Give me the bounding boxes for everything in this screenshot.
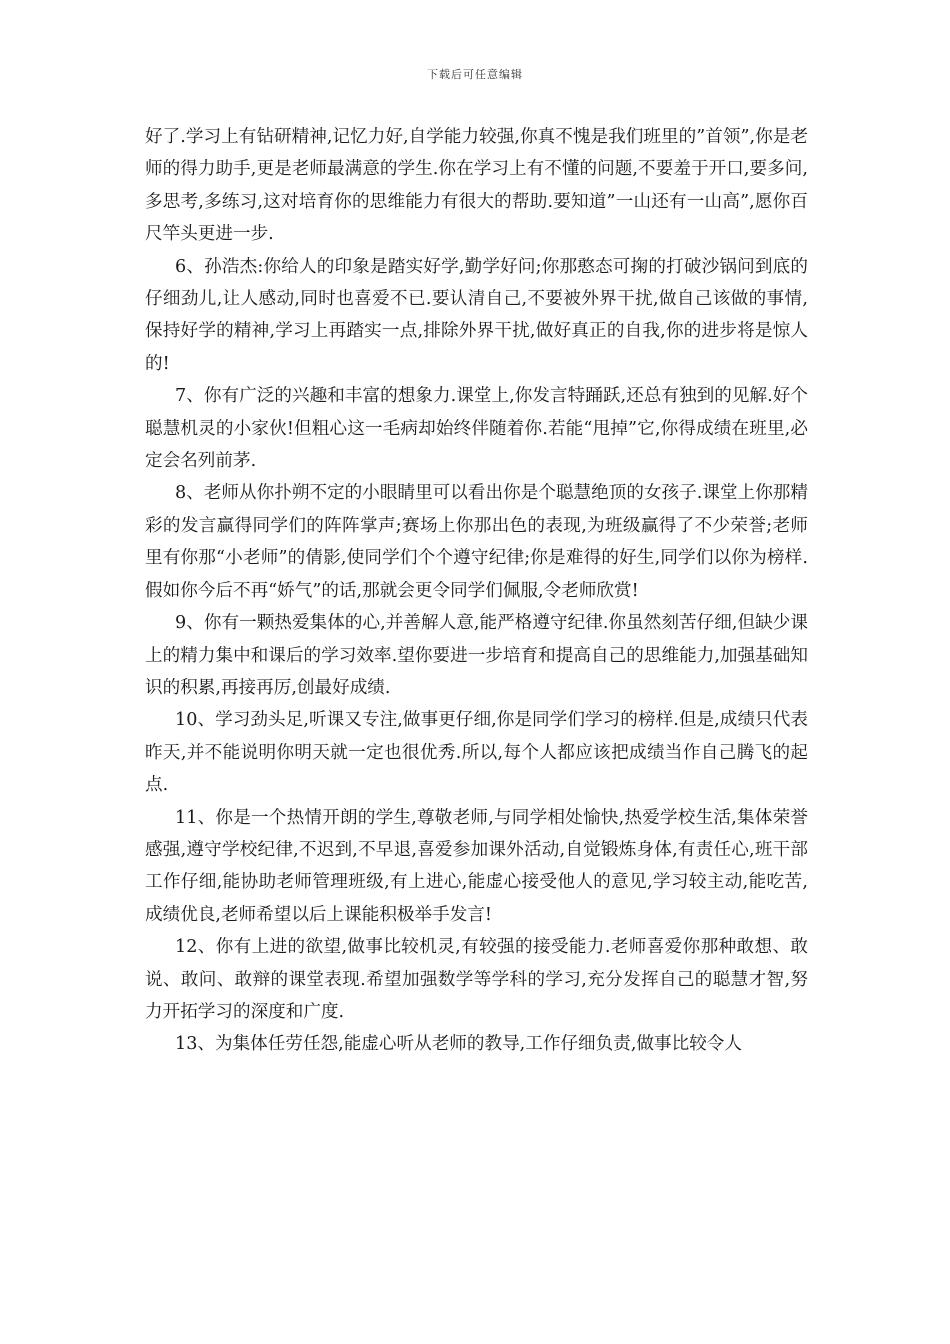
paragraph-continued: 好了.学习上有钻研精神,记忆力好,自学能力较强,你真不愧是我们班里的”首领”,你是老师的得力助手,更是老师最满意的学生.你在学习上有不懂的问题,不要羞于开口,要多问,多思考,多练习,这对培育你的思维能力有很大的帮助.要知道”一山还有一山高”,愿你百尺竿头更进一步.: [145, 127, 808, 245]
paragraph-comment-11: 11、你是一个热情开朗的学生,尊敬老师,与同学相处愉快,热爱学校生活,集体荣誉感强,遵守学校纪律,不迟到,不早退,喜爱参加课外活动,自觉锻炼身体,有责任心,班干部工作仔细,能协助老师管理班级,有上进心,能虚心接受他人的意见,学习较主动,能吃苦,成绩优良,老师希望以后上课能积极举手发言!: [145, 807, 808, 925]
paragraph-comment-7: 7、你有广泛的兴趣和丰富的想象力.课堂上,你发言特踊跃,还总有独到的见解.好个聪慧机灵的小家伙!但粗心这一毛病却始终伴随着你.若能“甩掉”它,你得成绩在班里,必定会名列前茅.: [145, 386, 808, 472]
document-body: [145, 121, 808, 1061]
paragraph-comment-9: 9、你有一颗热爱集体的心,并善解人意,能严格遵守纪律.你虽然刻苦仔细,但缺少课上的精力集中和课后的学习效率.望你要进一步培育和提高自己的思维能力,加强基础知识的积累,再接再厉,创最好成绩.: [145, 613, 808, 698]
paragraph-comment-8: 8、老师从你扑朔不定的小眼睛里可以看出你是个聪慧绝顶的女孩子.课堂上你那精彩的发言赢得同学们的阵阵掌声;赛场上你那出色的表现,为班级赢得了不少荣誉;老师里有你那“小老师”的倩影,使同学们个个遵守纪律;你是难得的好生,同学们以你为榜样.假如你今后不再“娇气”的话,那就会更令同学们佩服,令老师欣赏!: [145, 483, 808, 601]
paragraph-comment-13: 13、为集体任劳任怨,能虚心听从老师的教导,工作仔细负责,做事比较令人: [175, 1034, 742, 1055]
paragraph-comment-6: 6、孙浩杰:你给人的印象是踏实好学,勤学好问;你那憨态可掬的打破沙锅问到底的仔细劲儿,让人感动,同时也喜爱不已.要认清自己,不要被外界干扰,做自己该做的事情,保持好学的精神,学习上再踏实一点,排除外界干扰,做好真正的自我,你的进步将是惊人的!: [145, 256, 808, 374]
page-header-note: 下载后可任意编辑: [427, 68, 523, 81]
paragraph-comment-10: 10、学习劲头足,听课又专注,做事更仔细,你是同学们学习的榜样.但是,成绩只代表昨天,并不能说明你明天就一定也很优秀.所以,每个人都应该把成绩当作自己腾飞的起点.: [145, 710, 808, 796]
paragraph-comment-12: 12、你有上进的欲望,做事比较机灵,有较强的接受能力.老师喜爱你那种敢想、敢说、敢问、敢辩的课堂表现.希望加强数学等学科的学习,充分发挥自己的聪慧才智,努力开拓学习的深度和广度.: [145, 937, 808, 1022]
